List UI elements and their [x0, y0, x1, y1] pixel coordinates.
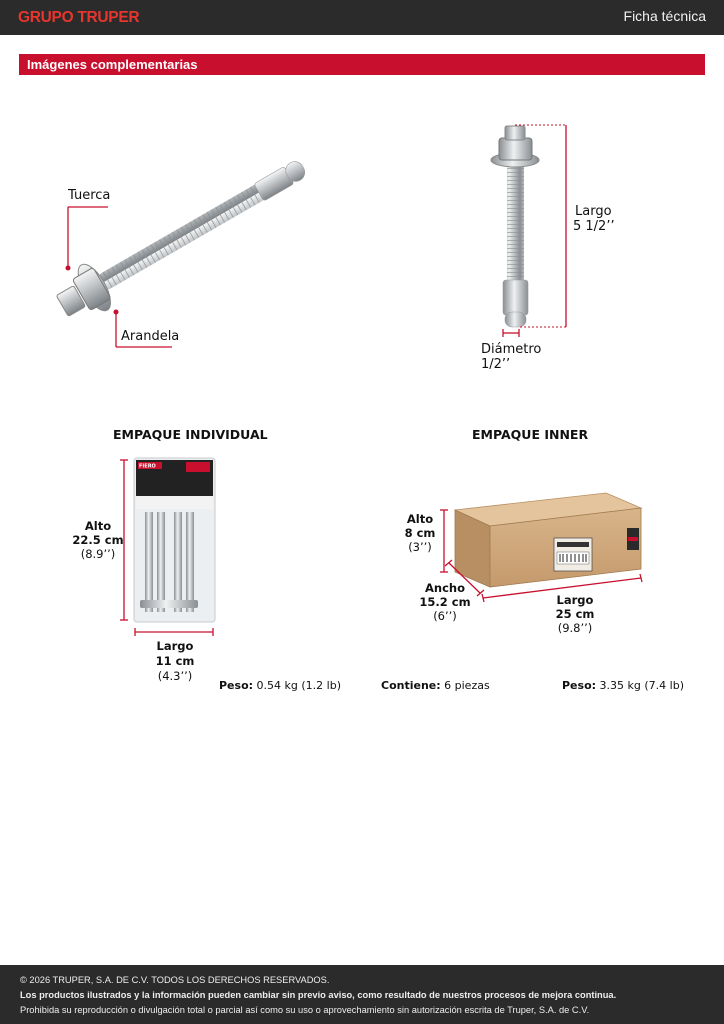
individual-height-title: Alto — [84, 519, 112, 533]
inner-weight-label: Peso: — [562, 679, 597, 692]
diameter-value: 1/2’’ — [481, 357, 511, 372]
length-value: 5 1/2’’ — [573, 219, 615, 234]
washer-label: Arandela — [121, 329, 180, 344]
inner-contents — [381, 679, 490, 692]
individual-weight-label: Peso: — [219, 679, 254, 692]
inner-height-title: Alto — [406, 512, 434, 526]
individual-height-metric: 22.5 cm — [72, 533, 124, 547]
inner-pack-heading: EMPAQUE INNER — [472, 427, 589, 442]
diameter-dimension — [503, 329, 519, 337]
inner-box-image — [455, 493, 641, 587]
pack-brand-text: FIERO — [139, 463, 156, 470]
inner-weight — [562, 679, 684, 692]
nut-callout — [68, 207, 108, 268]
inner-height-imperial: (3’’) — [408, 540, 432, 554]
footer — [0, 965, 724, 1024]
individual-weight — [219, 679, 341, 692]
footer-notice: Los productos ilustrados y la información pueden cambiar sin previo aviso, como resultado de nuestros procesos de mejora continua. — [20, 990, 617, 1000]
inner-width-title: Ancho — [425, 581, 465, 595]
inner-weight-value: 3.35 kg (7.4 lb) — [599, 679, 684, 692]
inner-height-metric: 8 cm — [404, 526, 436, 540]
individual-weight-value: 0.54 kg (1.2 lb) — [256, 679, 341, 692]
document-type: Ficha técnica — [623, 8, 706, 24]
inner-height-dim — [440, 510, 448, 572]
inner-length-title: Largo — [556, 593, 594, 607]
section-title: Imágenes complementarias — [27, 57, 198, 72]
inner-width-imperial: (6’’) — [433, 609, 457, 623]
inner-width-metric: 15.2 cm — [419, 595, 471, 609]
nut-label: Tuerca — [68, 188, 111, 203]
individual-pack-heading: EMPAQUE INDIVIDUAL — [113, 427, 268, 442]
individual-length-title: Largo — [156, 639, 194, 653]
inner-contents-label: Contiene: — [381, 679, 441, 692]
inner-length-metric: 25 cm — [555, 607, 595, 621]
individual-length-dim — [135, 628, 213, 636]
wedge-anchor-diagonal — [49, 144, 316, 328]
individual-height-imperial: (8.9’’) — [80, 547, 116, 561]
individual-length-imperial: (4.3’’) — [157, 669, 193, 683]
footer-prohibition: Prohibida su reproducción o divulgación total o parcial así como su uso o aprovechamiento sin autorización escrita de Truper, S.A. de C.V. — [20, 1005, 590, 1015]
inner-length-imperial: (9.8’’) — [557, 621, 593, 635]
individual-length-metric: 11 cm — [155, 654, 195, 668]
wedge-anchor-vertical — [491, 126, 539, 327]
brand-logo: GRUPO TRUPER — [18, 9, 140, 26]
individual-pack-image — [134, 458, 215, 622]
length-label: Largo — [575, 204, 612, 219]
diameter-label: Diámetro — [481, 342, 542, 357]
washer-callout-dot — [114, 310, 119, 315]
inner-contents-value: 6 piezas — [444, 679, 490, 692]
footer-copyright: © 2026 TRUPER, S.A. DE C.V. TODOS LOS DERECHOS RESERVADOS. — [20, 975, 330, 985]
nut-callout-dot — [66, 266, 71, 271]
